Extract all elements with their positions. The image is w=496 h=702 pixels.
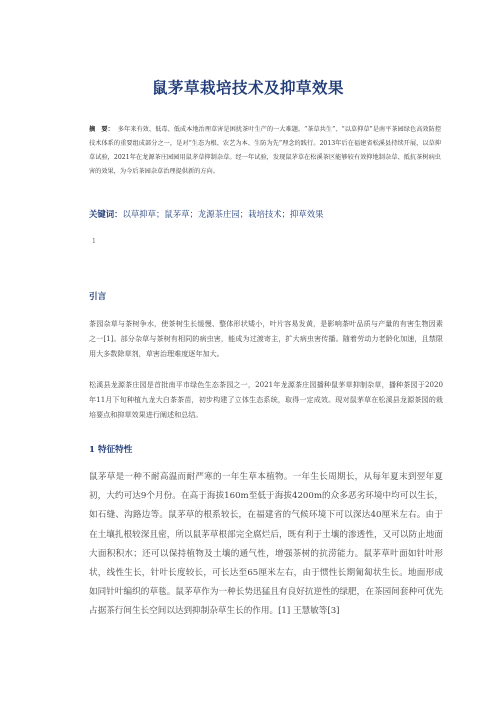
keywords-text: 以草抑草；鼠茅草；龙源茶庄园；栽培技术；抑草效果 bbox=[122, 209, 324, 219]
section1-paragraph-1: 鼠茅草是一种不耐高温而耐严寒的一年生草本植物。一年生长周期长，从每年夏末到翌年夏初，大约可达9个月份。在高于海拔160m至低于海拔4200m的众多恶劣环境中均可以生长，如石缝、沟路边等。鼠茅草的根系较长，在福建省的气候环境下可以深达40厘米左右。由于在土壤扎根较深且密，所以鼠茅草根部完全腐烂后，既有利于土壤的渗透性，又可以防止地面大面积积水；还可以保持植物及土壤的通气性，增强茶树的抗涝能力。鼠茅草叶面如针叶形状，线性生长，针叶长度较长，可长达至65厘米左右，由于惯性长期匍匐状生长。地面形成如同针叶编织的草毯。鼠茅草作为一种长势迅猛且有良好抗逆性的绿肥，在茶园间套种可优先占据茶行间生长空间以达到抑制杂草生长的作用。[1] 王慧敏等[3] bbox=[89, 472, 443, 617]
abstract bbox=[89, 123, 441, 179]
keywords bbox=[89, 208, 449, 220]
section1-heading: 1 特征特性 bbox=[89, 445, 133, 455]
intro-heading: 引言 bbox=[89, 292, 107, 302]
intro-paragraph-2: 松溪县龙源茶庄园是首批南平市绿色生态茶园之一，2021年龙源茶庄园播种鼠茅草抑制杂草，播种茶园于2020年11月下旬种植九龙大白茶茶苗，初步构建了立体生态系统，取得一定成效。现对鼠茅草在松溪县龙源茶园的栽培要点和抑草效果进行阐述和总结。 bbox=[89, 380, 443, 419]
abstract-text: 多年来有效、低毒、低成本地治理草害是困扰茶叶生产的一大难题。“茶草共生”、“以草抑草”是南平茶园绿色高效防控技术体系的重要组成部分之一，是对“生态为根、农艺为本、生防为先”理念的践行。2013年后在福建省松溪县持续开展，以草抑草试验，2021年在龙源茶庄园园用鼠茅草抑制杂草。经一年试验，发现鼠茅草在松溪茶区能够较有效抑地制杂草、抵抗茶树病虫害的效果，为今后茶园杂草治理提供新的方向。 bbox=[89, 126, 442, 175]
footnote-marker: 1 bbox=[92, 238, 96, 245]
paper-title: 鼠茅草栽培技术及抑草效果 bbox=[151, 78, 344, 97]
keywords-label: 关键词： bbox=[89, 209, 123, 219]
intro-paragraph-1: 茶园杂草与茶树争水，使茶树生长缓慢、整体形状矮小，叶片容易发黄，是影响茶叶品质与产量的有害生物因素之一[1]。部分杂草与茶树有相同的病虫害，能成为过渡寄主，扩大病虫害传播。随着劳动力老龄化加速，且禁限用大多数除草剂，草害治理难度逐年加大。 bbox=[89, 319, 443, 358]
abstract-label: 摘 要： bbox=[89, 126, 114, 133]
